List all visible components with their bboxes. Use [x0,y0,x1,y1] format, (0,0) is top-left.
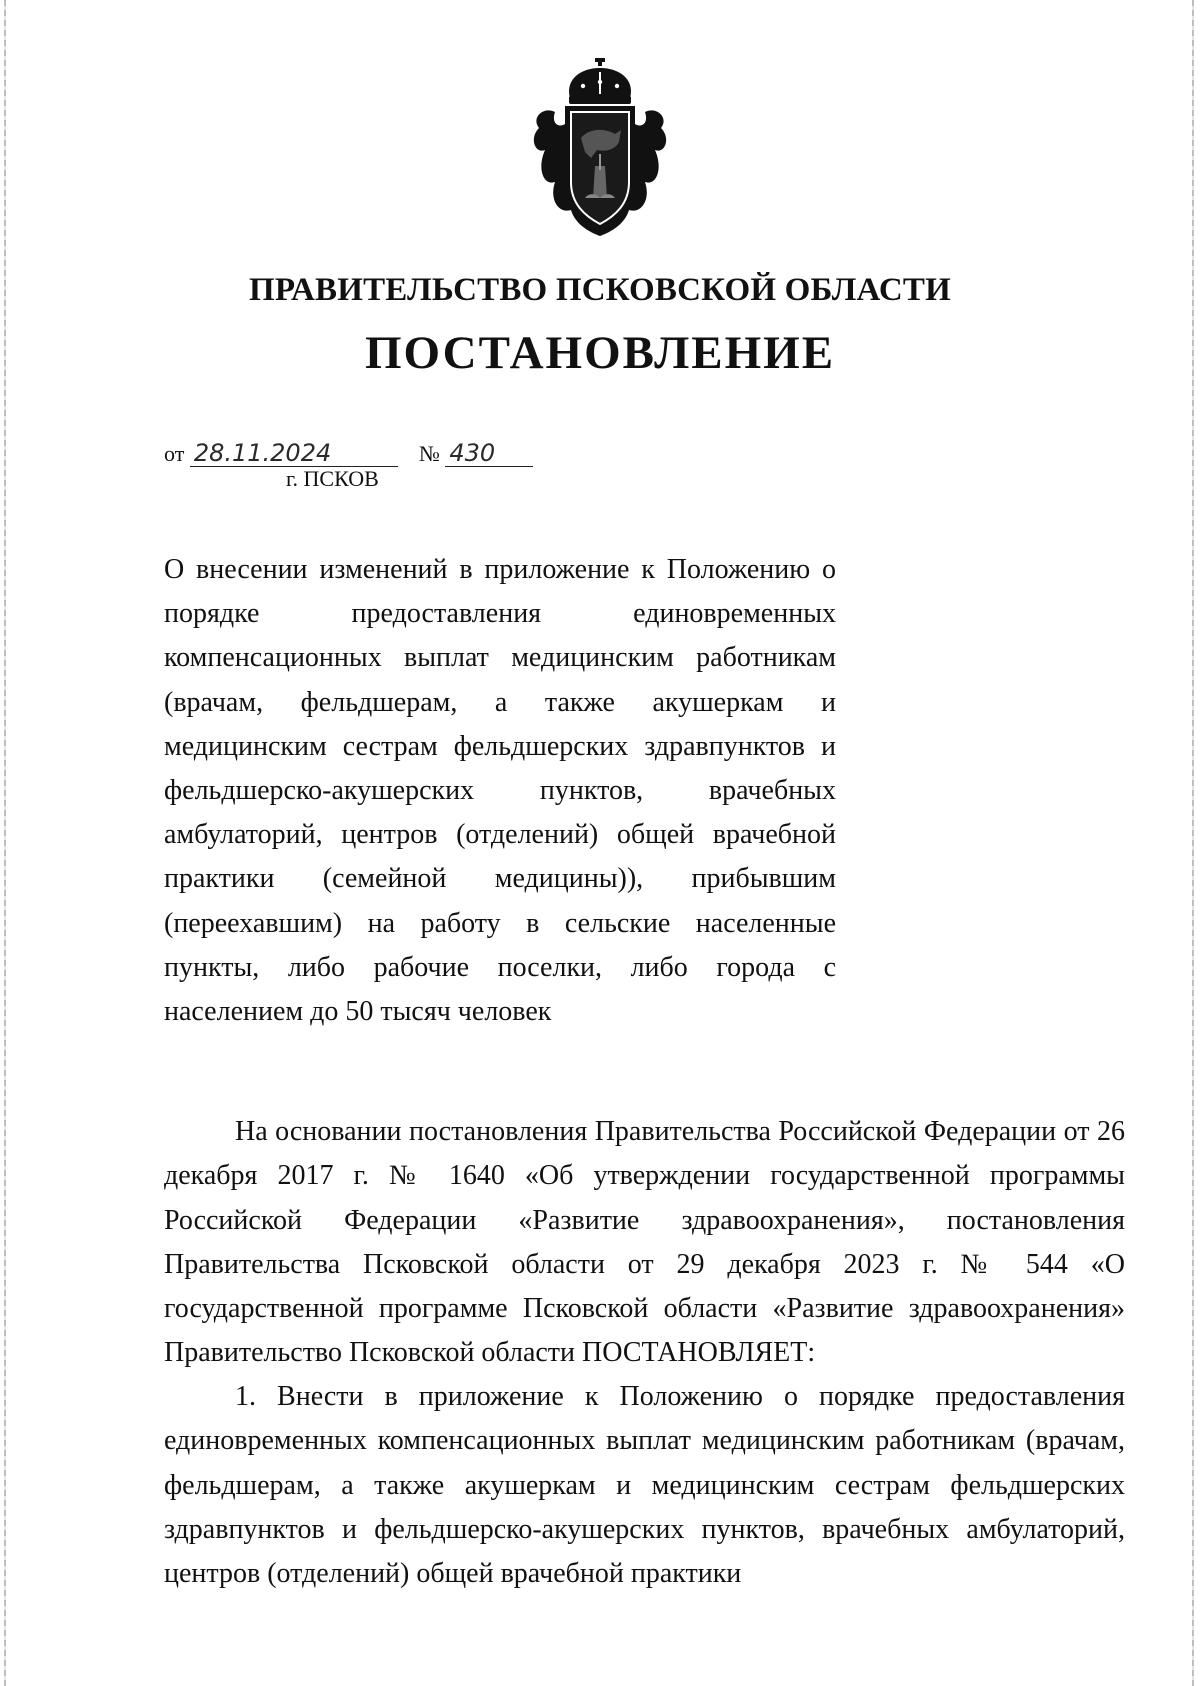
document-subject: О внесении изменений в приложение к Положению о порядке предоставления единовременных компенсационных выплат медицинским работникам (врачам, фельдшерам, а также акушеркам и медицинским сестрам фельдшерских здравпунктов и фельдшерско-акушерских пунктов, врачебных амбулаторий, центров (отделений) общей врачебной практики (семейной медицины)), прибывшим (переехавшим) на работу в сельские населенные пункты, либо рабочие поселки, либо города с населением до 50 тысяч человек [164,554,836,1028]
document-number: 430 [445,440,533,467]
pskov-coat-of-arms-icon [525,58,675,240]
document-meta-row [164,440,533,467]
number-prefix: № [418,441,440,466]
organization-title: ПРАВИТЕЛЬСТВО ПСКОВСКОЙ ОБЛАСТИ [248,272,952,308]
date-prefix: от [164,441,185,466]
scan-edge-left [4,0,6,1686]
preamble-paragraph: На основании постановления Правительства Российской Федерации от 26 декабря 2017 г. № 1640 «Об утверждении государственной программы Российской Федерации «Развитие здравоохранения», постановления Правительства Псковской области от 29 декабря 2023 г. № 544 «О государственной программе Псковской области «Развитие здравоохранения» Правительство Псковской области ПОСТАНОВЛЯЕТ: [164,1116,1125,1369]
document-type-title: ПОСТАНОВЛЕНИЕ [364,327,836,379]
scan-edge-right [1192,0,1194,1686]
document-date: 28.11.2024 [190,440,398,467]
item-1-paragraph: 1. Внести в приложение к Положению о порядке предоставления единовременных компенсационных выплат медицинским работникам (врачам, фельдшерам, а также акушеркам и медицинским сестрам фельдшерских здравпунктов и фельдшерско-акушерских пунктов, врачебных амбулаторий, центров (отделений) общей врачебной практики [164,1381,1125,1590]
document-city: г. ПСКОВ [286,466,379,491]
